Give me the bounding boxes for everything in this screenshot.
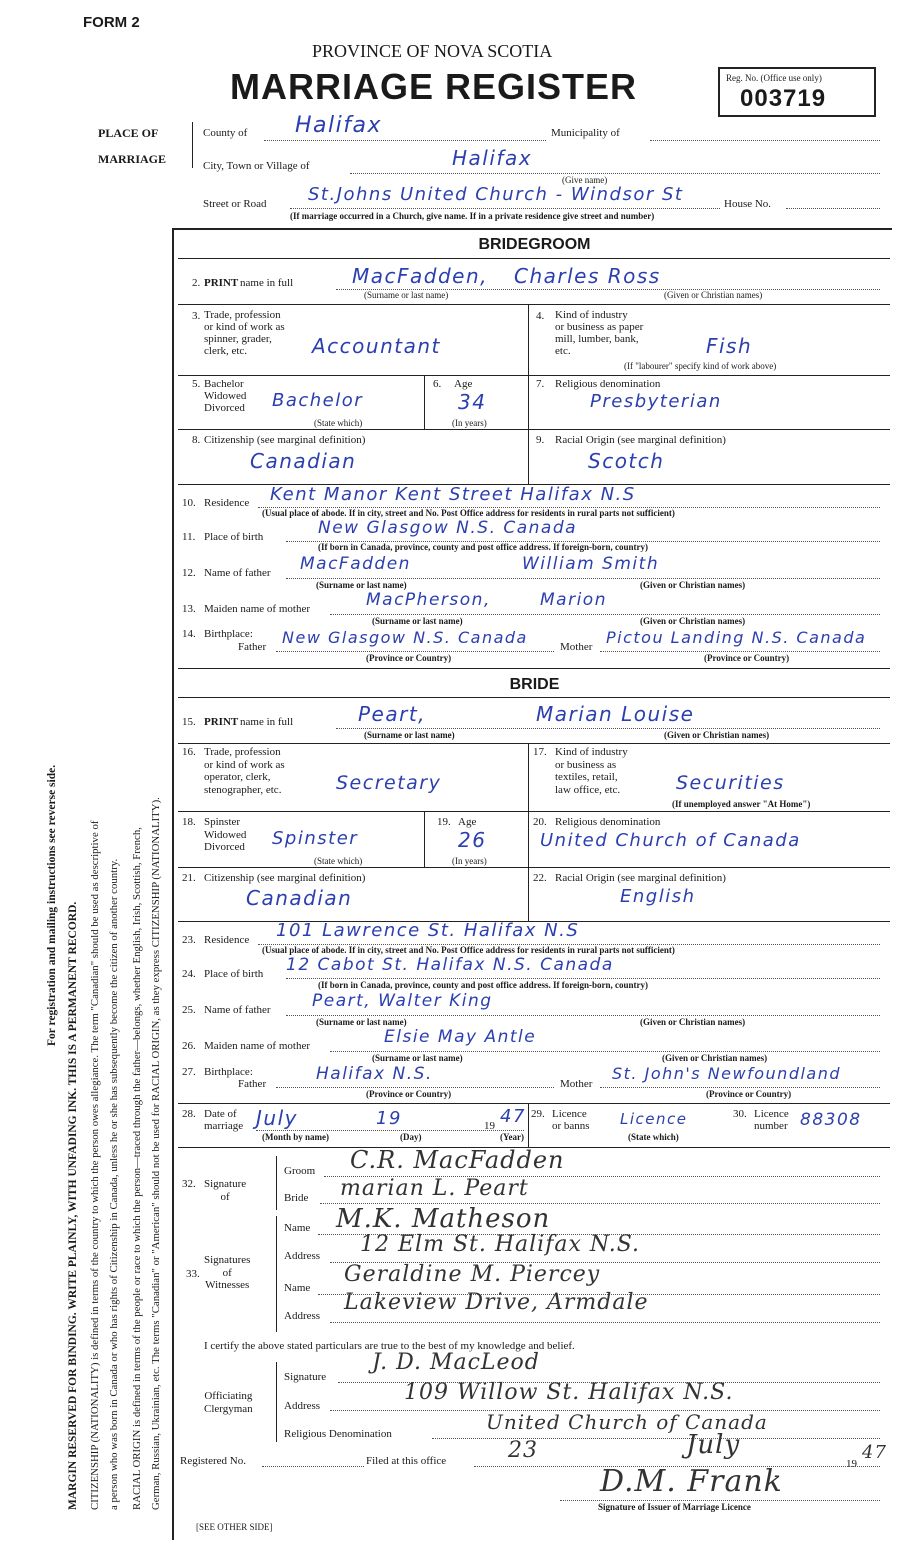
field-8-number: 8. [192,434,201,446]
clergy-bracket [276,1362,277,1442]
rule [178,867,890,868]
groom-religion-label: Religious denomination [555,378,661,390]
field-23-number: 23. [182,934,196,946]
bride-residence-note: (Usual place of abode. If in city, street and No. Post Office address for residents in rural parts not sufficient) [262,945,675,955]
bride-industry-value: Securities [676,772,785,794]
licence-number-label: Licence number [754,1108,789,1132]
groom-mother-label: Maiden name of mother [204,603,310,615]
groom-age-value: 34 [458,390,487,414]
groom-mother-given: Marion [540,590,607,610]
give-name-note: (Give name) [562,175,608,185]
marriage-day: 19 [376,1108,402,1129]
bride-residence-value: 101 Lawrence St. Halifax N.S [276,920,580,941]
clergy-address-label: Address [284,1400,321,1412]
rule [178,668,890,669]
witnesses-label: Signatures of Witnesses [204,1254,251,1291]
bride-name-label: name in full [240,716,294,728]
witness1-name: M.K. Matheson [336,1204,551,1234]
clergy-label: Officiating Clergyman [204,1390,253,1415]
line [276,1087,554,1088]
groom-status-value: Bachelor [272,390,364,411]
clergy-denomination: United Church of Canada [486,1410,768,1434]
witness2-address: Lakeview Drive, Armdale [344,1290,649,1315]
rule [178,1103,890,1104]
year-note: (Year) [500,1132,524,1142]
licence-banns-value: Licence [620,1110,688,1128]
bride-racial-value: English [620,886,696,907]
bride-religion-label: Religious denomination [555,816,661,828]
bride-religion-value: United Church of Canada [540,830,801,851]
bride-birthplace-note: (If born in Canada, province, county and post office address. If foreign-born, country) [318,980,649,990]
marriage-year-prefix: 19 [484,1120,495,1132]
bride-signature: marian L. Peart [340,1176,529,1201]
groom-age-label: Age [454,378,473,390]
issuer-signature: D.M. Frank [600,1464,783,1499]
certify-text: I certify the above stated particulars are true to the best of my knowledge and belief. [204,1340,575,1352]
city-label: City, Town or Village of [203,160,310,172]
given-note: (Given or Christian names) [664,290,763,300]
groom-father-label: Name of father [204,567,271,579]
groom-residence-value: Kent Manor Kent Street Halifax N.S [270,484,636,505]
groom-trade-value: Accountant [312,334,441,358]
bride-mother-label: Maiden name of mother [204,1040,310,1052]
bride-birthplace-label: Place of birth [204,968,264,980]
groom-birthplace-label: Place of birth [204,531,264,543]
marriage-year-suffix: 47 [500,1106,526,1127]
rule [528,811,529,867]
filed-label: Filed at this office [366,1455,447,1467]
field-12-number: 12. [182,567,196,579]
bride-surname-note: (Surname or last name) [364,730,455,740]
rule [528,743,529,811]
field-28-number: 28. [182,1108,196,1120]
issuer-label: Signature of Issuer of Marriage Licence [598,1502,751,1512]
bride-racial-label: Racial Origin (see marginal definition) [555,872,726,884]
rule [528,1103,529,1147]
form-label: FORM 2 [83,14,140,31]
rule [178,258,890,259]
bride-father-birthplace: Halifax N.S. [316,1064,433,1084]
groom-industry-label: Kind of industry or business as paper mill, lumber, bank, etc. [555,309,644,357]
field-13-number: 13. [182,603,196,615]
groom-industry-value: Fish [706,334,753,358]
rule [178,429,890,430]
bride-father-label: Name of father [204,1004,271,1016]
witness1-name-label: Name [284,1222,311,1234]
groom-trade-label: Trade, profession or kind of work as spinner, grader, clerk, etc. [204,309,285,357]
margin-binding-note: MARGIN RESERVED FOR BINDING. WRITE PLAINLY, WITH UNFADING INK. THIS IS A PERMANENT RECORD. [67,901,79,1510]
line [600,651,880,652]
mother-word: Mother [560,641,593,653]
marriage-date-label: Date of marriage [204,1108,244,1132]
street-label: Street or Road [203,198,267,210]
father-surname-note: (Surname or last name) [316,580,407,590]
church-note: (If marriage occurred in a Church, give name. If in a private residence give street and number) [290,211,655,221]
page-title: MARRIAGE REGISTER [230,66,638,107]
county-label: County of [203,127,248,139]
witness2-address-label: Address [284,1310,321,1322]
groom-age-note: (In years) [452,418,487,428]
field-4-number: 4. [536,310,545,322]
bride-citizenship-value: Canadian [246,886,353,910]
line [600,1087,880,1088]
groom-name-label: name in full [240,277,294,289]
bride-prov-note-mother: (Province or Country) [706,1089,792,1099]
margin-racial-2: German, Russian, Ukrainian, etc. The terms "Canadian" or "American" should not be used for RACIAL ORIGIN, as they express CITIZENSHIP (NATIONALITY). [150,797,162,1510]
rule [528,304,529,376]
groom-mother-surname: MacPherson, [366,590,491,610]
witness2-name-label: Name [284,1282,311,1294]
clergy-address: 109 Willow St. Halifax N.S. [404,1380,734,1405]
rule [178,375,890,376]
field-15-number: 15. [182,716,196,728]
bride-print-label: PRINT [204,716,239,728]
groom-status-note: (State which) [314,418,363,428]
reg-label: Reg. No. (Office use only) [726,73,822,83]
field-10-number: 10. [182,497,196,509]
licence-number-value: 88308 [800,1110,862,1130]
field-3-number: 3. [192,310,201,322]
bride-trade-label: Trade, profession or kind of work as operator, clerk, stenographer, etc. [204,746,285,796]
field-26-number: 26. [182,1040,196,1052]
unemployed-note: (If unemployed answer "At Home") [672,799,811,809]
groom-citizenship-label: Citizenship (see marginal definition) [204,434,366,446]
marriage-label: MARRIAGE [98,152,166,166]
bride-industry-label: Kind of industry or business as textiles, retail, law office, etc. [555,746,628,796]
prov-note-mother: (Province or Country) [704,653,790,663]
bride-father-word: Father [238,1078,267,1090]
groom-status-label: Bachelor Widowed Divorced [204,378,247,414]
line [432,1438,880,1439]
labourer-note: (If "labourer" specify kind of work above) [624,361,777,371]
bride-birthplace-parents-label: Birthplace: [204,1066,253,1078]
bridegroom-heading: BRIDEGROOM [478,236,591,253]
groom-father-birthplace: New Glasgow N.S. Canada [282,628,528,647]
filed-year-suffix: 47 [862,1442,887,1463]
day-note: (Day) [400,1132,422,1142]
field-14-number: 14. [182,628,196,640]
clergy-signature-label: Signature [284,1371,327,1383]
groom-given-names: Charles Ross [514,264,661,288]
clergy-signature: J. D. MacLeod [372,1350,540,1375]
mother-given-note: (Given or Christian names) [640,616,746,626]
bride-status-label: Spinster Widowed Divorced [204,816,247,853]
groom-birthplace-value: New Glasgow N.S. Canada [318,518,578,538]
county-line [264,140,546,141]
field-30-number: 30. [733,1108,747,1120]
father-word: Father [238,641,267,653]
bride-age-value: 26 [458,828,487,852]
groom-print-label: PRINT [204,277,239,289]
line [330,1322,880,1323]
father-given-note: (Given or Christian names) [640,580,746,590]
field-22-number: 22. [533,872,547,884]
filed-day: 23 [508,1438,538,1463]
rule [528,375,529,429]
margin-citizenship-1: CITIZENSHIP (NATIONALITY) is defined in terms of the country to which the person owes allegiance. The term "Canadian" should be used as descriptive of [89,820,101,1510]
groom-religion-value: Presbyterian [590,391,722,412]
rule [424,811,425,867]
county-value: Halifax [295,113,382,138]
see-other-side: [SEE OTHER SIDE] [196,1522,273,1532]
bride-age-label: Age [458,816,477,828]
surname-note: (Surname or last name) [364,290,449,300]
reg-number: 003719 [740,85,827,112]
field-18-number: 18. [182,816,196,828]
groom-citizenship-value: Canadian [250,449,357,473]
marriage-month: July [256,1106,298,1130]
province-heading: PROVINCE OF NOVA SCOTIA [312,41,553,61]
field-16-number: 16. [182,746,196,758]
field-27-number: 27. [182,1066,196,1078]
field-6-number: 6. [433,378,442,390]
bride-heading: BRIDE [509,676,560,693]
witness1-address-label: Address [284,1250,321,1262]
licence-note: (State which) [628,1132,679,1142]
field-19-number: 19. [437,816,451,828]
bride-mother-word: Mother [560,1078,593,1090]
groom-birthplace-parents-label: Birthplace: [204,628,253,640]
line [286,578,880,579]
rule [178,743,890,744]
groom-mother-birthplace: Pictou Landing N.S. Canada [606,628,867,647]
filed-year-prefix: 19 [846,1458,857,1470]
groom-racial-value: Scotch [588,449,665,473]
groom-residence-note: (Usual place of abode. If in city, street and No. Post Office address for residents in rural parts not sufficient) [262,508,675,518]
bride-father-surname-note: (Surname or last name) [316,1017,407,1027]
bride-surname: Peart, [358,702,427,726]
bride-given-note: (Given or Christian names) [664,730,770,740]
bride-mother-given-note: (Given or Christian names) [662,1053,768,1063]
rule [528,429,529,485]
bride-birthplace-value: 12 Cabot St. Halifax N.S. Canada [286,955,614,975]
bride-mother-surname-note: (Surname or last name) [372,1053,463,1063]
field-21-number: 21. [182,872,196,884]
line [276,651,554,652]
field-24-number: 24. [182,968,196,980]
registered-no-label: Registered No. [180,1455,246,1467]
city-value: Halifax [452,146,533,170]
bride-status-note: (State which) [314,856,363,866]
bride-citizenship-label: Citizenship (see marginal definition) [204,872,366,884]
reg-number-box [718,67,876,117]
prov-note-father: (Province or Country) [366,653,452,663]
field-2-number: 2. [192,277,201,289]
margin-citizenship-2: a person who was born in Canada or who has rights of Citizenship in Canada, unless he or she has subsequently become the citizen of another country. [108,858,120,1510]
bride-sig-label: Bride [284,1192,309,1204]
bride-trade-value: Secretary [336,772,442,794]
house-label: House No. [724,198,772,210]
street-line [290,208,720,209]
field-11-number: 11. [182,531,196,543]
municipality-line [650,140,880,141]
bride-given-names: Marian Louise [536,702,695,726]
witness2-name: Geraldine M. Piercey [344,1262,601,1287]
bride-mother-name: Elsie May Antle [384,1027,537,1047]
field-20-number: 20. [533,816,547,828]
signature-bracket [276,1156,277,1210]
rule [528,867,529,921]
bride-father-name: Peart, Walter King [312,991,493,1011]
line [330,1051,880,1052]
groom-residence-label: Residence [204,497,250,509]
groom-surname: MacFadden, [352,264,488,288]
margin-racial-1: RACIAL ORIGIN is defined in terms of the people or race to which the person—traced through the father—belongs, whether English, Irish, Scottish, French, [131,827,143,1510]
clergy-denomination-label: Religious Denomination [284,1428,392,1440]
witness-bracket [276,1216,277,1332]
filed-month: July [686,1430,741,1460]
line [262,1466,364,1467]
line [560,1500,880,1501]
field-25-number: 25. [182,1004,196,1016]
field-29-number: 29. [531,1108,545,1120]
mother-surname-note: (Surname or last name) [372,616,463,626]
bride-residence-label: Residence [204,934,250,946]
bride-age-note: (In years) [452,856,487,866]
margin-instructions: For registration and mailing instructions see reverse side. [46,764,58,1046]
groom-father-given: William Smith [522,554,660,574]
line [286,978,880,979]
groom-racial-label: Racial Origin (see marginal definition) [555,434,726,446]
line [256,1130,524,1131]
field-5-number: 5. [192,378,201,390]
municipality-label: Municipality of [551,127,620,139]
line [330,614,880,615]
month-note: (Month by name) [262,1132,329,1142]
bride-status-value: Spinster [272,828,359,849]
bride-mother-birthplace: St. John's Newfoundland [612,1064,842,1083]
bride-prov-note-father: (Province or Country) [366,1089,452,1099]
house-line [786,208,880,209]
groom-sig-label: Groom [284,1165,316,1177]
groom-birthplace-note: (If born in Canada, province, county and post office address. If foreign-born, country) [318,542,649,552]
groom-signature: C.R. MacFadden [350,1146,565,1174]
rule [178,697,890,698]
rule [424,375,425,429]
field-17-number: 17. [533,746,547,758]
place-label: PLACE OF [98,126,159,140]
field-33-number: 33. [186,1268,200,1280]
place-bracket [192,122,193,168]
field-7-number: 7. [536,378,545,390]
groom-father-surname: MacFadden [300,554,411,574]
signature-of-label: Signature of [204,1178,247,1203]
field-32-number: 32. [182,1178,196,1190]
bride-father-given-note: (Given or Christian names) [640,1017,746,1027]
field-9-number: 9. [536,434,545,446]
licence-banns-label: Licence or banns [552,1108,590,1132]
line [286,1015,880,1016]
witness1-address: 12 Elm St. Halifax N.S. [360,1232,640,1257]
rule [178,811,890,812]
street-value: St.Johns United Church - Windsor St [308,184,684,205]
city-line [350,173,880,174]
line [336,728,880,729]
rule [178,304,890,305]
